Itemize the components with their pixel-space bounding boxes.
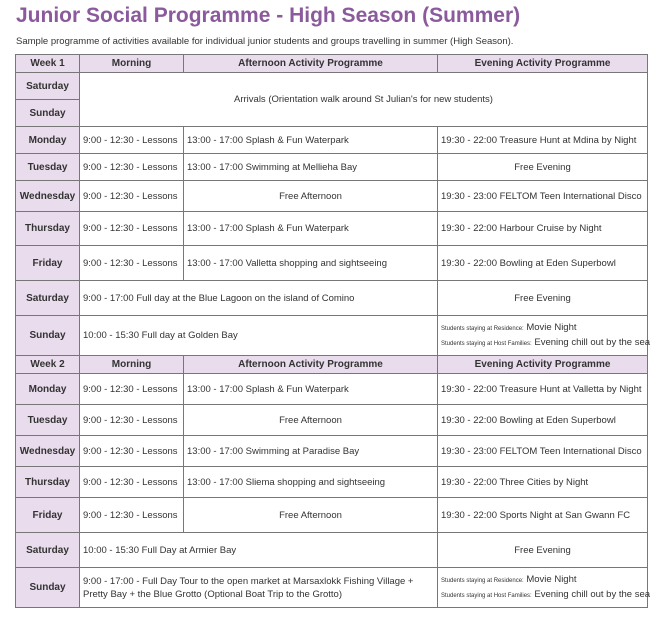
table-row <box>16 212 648 246</box>
evening-cell: 19:30 - 22:00 Sports Night at San Gwann FC <box>438 498 648 533</box>
morning-cell: 9:00 - 12:30 - Lessons <box>80 467 184 498</box>
table-row <box>16 568 648 608</box>
programme-table <box>15 54 651 608</box>
table-row <box>16 316 648 356</box>
day-cell: Saturday <box>16 73 80 100</box>
table-row <box>16 181 648 212</box>
residence-note: Students staying at Residence: <box>441 325 524 332</box>
afternoon-cell: 13:00 - 17:00 Splash & Fun Waterpark <box>184 127 438 154</box>
afternoon-cell: Free Afternoon <box>184 498 438 533</box>
morning-header: Morning <box>80 356 184 374</box>
afternoon-cell: 13:00 - 17:00 Splash & Fun Waterpark <box>184 212 438 246</box>
host-note: Students staying at Host Families: <box>441 340 532 347</box>
table-row <box>16 436 648 467</box>
day-cell: Wednesday <box>16 436 80 467</box>
afternoon-header: Afternoon Activity Programme <box>184 55 438 73</box>
day-cell: Saturday <box>16 533 80 568</box>
afternoon-cell: 13:00 - 17:00 Sliema shopping and sightseeing <box>184 467 438 498</box>
day-cell: Saturday <box>16 281 80 316</box>
table-row <box>16 246 648 281</box>
evening-cell <box>438 316 651 356</box>
day-cell: Friday <box>16 246 80 281</box>
daytime-cell: 9:00 - 17:00 Full day at the Blue Lagoon on the island of Comino <box>80 281 438 316</box>
afternoon-header: Afternoon Activity Programme <box>184 356 438 374</box>
morning-cell: 9:00 - 12:30 - Lessons <box>80 374 184 405</box>
morning-cell: 9:00 - 12:30 - Lessons <box>80 212 184 246</box>
evening-header: Evening Activity Programme <box>438 356 648 374</box>
daytime-cell: 10:00 - 15:30 Full day at Golden Bay <box>80 316 438 356</box>
day-cell: Sunday <box>16 100 80 127</box>
day-cell: Sunday <box>16 316 80 356</box>
evening-cell: 19:30 - 22:00 Treasure Hunt at Valletta by Night <box>438 374 648 405</box>
day-cell: Tuesday <box>16 154 80 181</box>
morning-cell: 9:00 - 12:30 - Lessons <box>80 181 184 212</box>
evening-cell: 19:30 - 23:00 FELTOM Teen International Disco <box>438 181 648 212</box>
daytime-cell: 10:00 - 15:30 Full Day at Armier Bay <box>80 533 438 568</box>
morning-header: Morning <box>80 55 184 73</box>
day-cell: Monday <box>16 127 80 154</box>
residence-activity: Movie Night <box>526 321 577 333</box>
table-row <box>16 405 648 436</box>
evening-cell <box>438 568 651 608</box>
afternoon-cell: 13:00 - 17:00 Swimming at Mellieha Bay <box>184 154 438 181</box>
afternoon-cell: 13:00 - 17:00 Splash & Fun Waterpark <box>184 374 438 405</box>
host-activity: Evening chill out by the sea <box>534 588 651 600</box>
afternoon-cell: Free Afternoon <box>184 181 438 212</box>
evening-cell: 19:30 - 22:00 Bowling at Eden Superbowl <box>438 405 648 436</box>
evening-cell: 19:30 - 22:00 Bowling at Eden Superbowl <box>438 246 648 281</box>
table-row <box>16 281 648 316</box>
afternoon-cell: 13:00 - 17:00 Valletta shopping and sightseeing <box>184 246 438 281</box>
week2-header-row <box>16 356 648 374</box>
morning-cell: 9:00 - 12:30 - Lessons <box>80 127 184 154</box>
week2-label: Week 2 <box>16 356 80 374</box>
day-cell: Thursday <box>16 212 80 246</box>
morning-cell: 9:00 - 12:30 - Lessons <box>80 246 184 281</box>
evening-cell: 19:30 - 23:00 FELTOM Teen International Disco <box>438 436 648 467</box>
evening-cell: Free Evening <box>438 154 648 181</box>
table-row <box>16 127 648 154</box>
table-row <box>16 467 648 498</box>
arrivals-cell: Arrivals (Orientation walk around St Julian's for new students) <box>80 73 648 127</box>
afternoon-cell: Free Afternoon <box>184 405 438 436</box>
morning-cell: 9:00 - 12:30 - Lessons <box>80 154 184 181</box>
evening-line-residence <box>441 573 644 588</box>
residence-note: Students staying at Residence: <box>441 577 524 584</box>
evening-cell: 19:30 - 22:00 Treasure Hunt at Mdina by Night <box>438 127 648 154</box>
day-cell: Tuesday <box>16 405 80 436</box>
evening-line-residence <box>441 321 644 336</box>
morning-cell: 9:00 - 12:30 - Lessons <box>80 405 184 436</box>
week1-header-row <box>16 55 648 73</box>
day-cell: Wednesday <box>16 181 80 212</box>
table-row <box>16 498 648 533</box>
table-row <box>16 533 648 568</box>
evening-cell: 19:30 - 22:00 Three Cities by Night <box>438 467 648 498</box>
table-row <box>16 73 648 100</box>
daytime-cell: 9:00 - 17:00 - Full Day Tour to the open market at Marsaxlokk Fishing Village + Pretty Bay + the Blue Grotto (Optional Boat Trip to the Grotto) <box>80 568 438 608</box>
residence-activity: Movie Night <box>526 573 577 585</box>
page-title: Junior Social Programme - High Season (Summer) <box>16 4 521 27</box>
week1-label: Week 1 <box>16 55 80 73</box>
evening-cell: Free Evening <box>438 533 648 568</box>
evening-cell: Free Evening <box>438 281 648 316</box>
host-note: Students staying at Host Families: <box>441 592 532 599</box>
morning-cell: 9:00 - 12:30 - Lessons <box>80 436 184 467</box>
day-cell: Sunday <box>16 568 80 608</box>
day-cell: Monday <box>16 374 80 405</box>
evening-cell: 19:30 - 22:00 Harbour Cruise by Night <box>438 212 648 246</box>
evening-line-host <box>441 588 651 603</box>
page-subtitle: Sample programme of activities available for individual junior students and groups travelling in summer (High Season). <box>16 36 514 47</box>
table-row <box>16 374 648 405</box>
day-cell: Friday <box>16 498 80 533</box>
evening-header: Evening Activity Programme <box>438 55 648 73</box>
host-activity: Evening chill out by the sea <box>534 336 651 348</box>
evening-line-host <box>441 336 651 351</box>
day-cell: Thursday <box>16 467 80 498</box>
table-row <box>16 154 648 181</box>
afternoon-cell: 13:00 - 17:00 Swimming at Paradise Bay <box>184 436 438 467</box>
morning-cell: 9:00 - 12:30 - Lessons <box>80 498 184 533</box>
